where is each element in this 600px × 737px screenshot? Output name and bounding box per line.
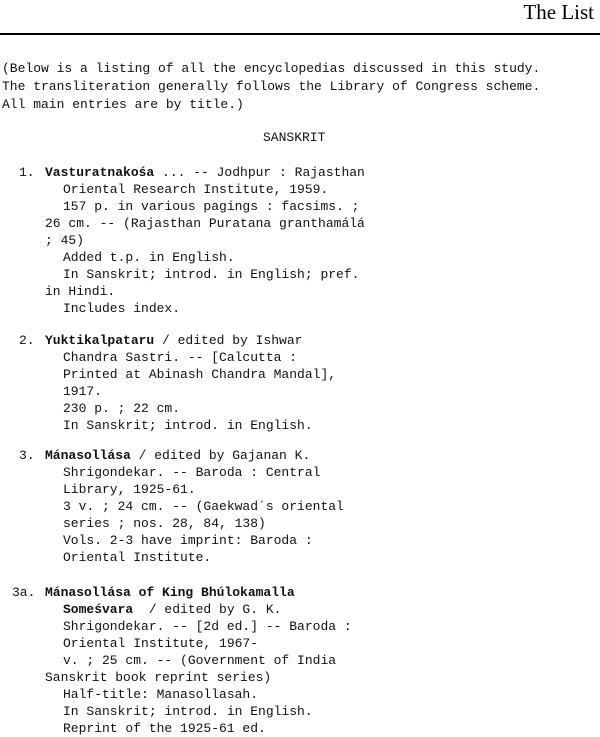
entry-line: v. ; 25 cm. -- (Government of India bbox=[63, 653, 337, 668]
entry-line: In Sanskrit; introd. in English; pref. bbox=[63, 267, 360, 282]
entry-line: 230 p. ; 22 cm. bbox=[63, 401, 181, 416]
entry-title: Yuktikalpataru bbox=[45, 333, 155, 348]
header-rule bbox=[0, 33, 600, 35]
intro-line: (Below is a listing of all the encyclopedias discussed in this study. bbox=[2, 61, 541, 76]
entry-line: / edited by G. K. bbox=[133, 602, 282, 617]
intro-line: The transliteration generally follows the Library of Congress scheme. bbox=[2, 79, 541, 94]
entry-line: Shrigondekar. -- [2d ed.] -- Baroda : bbox=[63, 619, 352, 634]
entry-line: Shrigondekar. -- Baroda : Central bbox=[63, 465, 321, 480]
entry-line: Chandra Sastri. -- [Calcutta : bbox=[63, 350, 298, 365]
intro-line: All main entries are by title.) bbox=[2, 97, 244, 112]
entry-line: In Sanskrit; introd. in English. bbox=[63, 704, 313, 719]
entry-3a bbox=[12, 584, 352, 737]
entry-line: / edited by Gajanan K. bbox=[130, 448, 311, 463]
entry-line: / edited by Ishwar bbox=[154, 333, 303, 348]
entry-line: Library, 1925-61. bbox=[63, 482, 196, 497]
entry-line: 26 cm. -- (Rajasthan Puratana granthamálá bbox=[45, 216, 365, 231]
entry-line: Oriental Institute, 1967- bbox=[63, 636, 259, 651]
entry-line: 157 p. in various pagings : facsims. ; bbox=[63, 199, 360, 214]
entry-line: Oriental Institute. bbox=[63, 550, 212, 565]
entry-1 bbox=[19, 164, 365, 317]
entry-line: Added t.p. in English. bbox=[63, 250, 235, 265]
entry-line: in Hindi. bbox=[45, 284, 116, 299]
entry-line: Oriental Research Institute, 1959. bbox=[63, 182, 329, 197]
entry-line: Sanskrit book reprint series) bbox=[45, 670, 272, 685]
entry-title-continued: Someśvara bbox=[63, 602, 134, 617]
entry-line: Printed at Abinash Chandra Mandal], bbox=[63, 367, 337, 382]
intro-paragraph bbox=[2, 60, 540, 114]
entry-title: Vasturatnakośa bbox=[45, 165, 155, 180]
section-heading: SANSKRIT bbox=[263, 130, 326, 145]
entry-line: Vols. 2-3 have imprint: Baroda : bbox=[63, 533, 313, 548]
entry-3 bbox=[19, 447, 344, 566]
entry-line: Half-title: Manasollasah. bbox=[63, 687, 259, 702]
entry-line: 3 v. ; 24 cm. -- (Gaekwad´s oriental bbox=[63, 499, 344, 514]
entry-number: 3. bbox=[19, 448, 35, 463]
entry-2 bbox=[19, 332, 337, 434]
entry-number: 1. bbox=[19, 165, 35, 180]
entry-line: Includes index. bbox=[63, 301, 181, 316]
running-head: The List bbox=[523, 0, 594, 24]
entry-line: series ; nos. 28, 84, 138) bbox=[63, 516, 266, 531]
entry-line: ; 45) bbox=[45, 233, 85, 248]
entry-title: Mánasollása of King Bhúlokamalla bbox=[45, 585, 295, 600]
entry-title: Mánasollása bbox=[45, 448, 131, 463]
entry-line: ... -- Jodhpur : Rajasthan bbox=[154, 165, 365, 180]
entry-number: 2. bbox=[19, 333, 35, 348]
entry-line: In Sanskrit; introd. in English. bbox=[63, 418, 313, 433]
entry-line: 1917. bbox=[63, 384, 103, 399]
entry-line: Reprint of the 1925-61 ed. bbox=[63, 721, 266, 736]
entry-number: 3a. bbox=[12, 585, 36, 600]
